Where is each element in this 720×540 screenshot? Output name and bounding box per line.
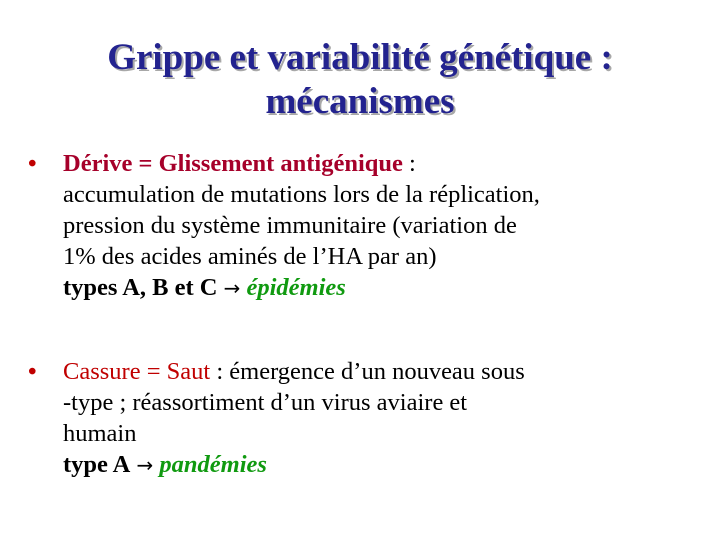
shift-result-line (63, 449, 708, 481)
shift-line-2: humain (63, 420, 137, 447)
bullet-marker: • (28, 358, 37, 385)
slide-title (0, 36, 720, 124)
shift-line-1: -type ; réassortiment d’un virus aviaire et (63, 389, 468, 416)
drift-term: Dérive = Glissement antigénique (63, 150, 403, 177)
shift-types: type A (63, 451, 131, 478)
bullet-shift-heading (63, 356, 708, 387)
drift-line-2: pression du système immunitaire (variation de (63, 212, 517, 239)
drift-line-3: 1% des acides aminés de l’HA par an) (63, 243, 437, 270)
bullet-shift (28, 356, 708, 481)
drift-result-line (63, 272, 708, 304)
bullet-drift-heading (63, 148, 708, 179)
shift-first-line-rest: : émergence d’un nouveau sous (210, 358, 525, 385)
drift-term-suffix: : (402, 150, 416, 177)
drift-line-1: accumulation de mutations lors de la réplication, (63, 181, 540, 208)
shift-result: pandémies (159, 451, 267, 478)
arrow-right-icon: → (136, 453, 154, 477)
bullet-drift-body (63, 148, 708, 304)
shift-term: Cassure = Saut (63, 358, 211, 385)
drift-types: types A, B et C (63, 274, 218, 301)
arrow-right-icon: → (223, 276, 241, 300)
bullet-shift-body (63, 356, 708, 481)
bullet-drift (28, 148, 708, 304)
title-line-1: Grippe et variabilité génétique : (107, 37, 613, 78)
bullet-marker: • (28, 150, 37, 177)
title-line-2: mécanismes (265, 81, 455, 122)
drift-result: épidémies (246, 274, 346, 301)
